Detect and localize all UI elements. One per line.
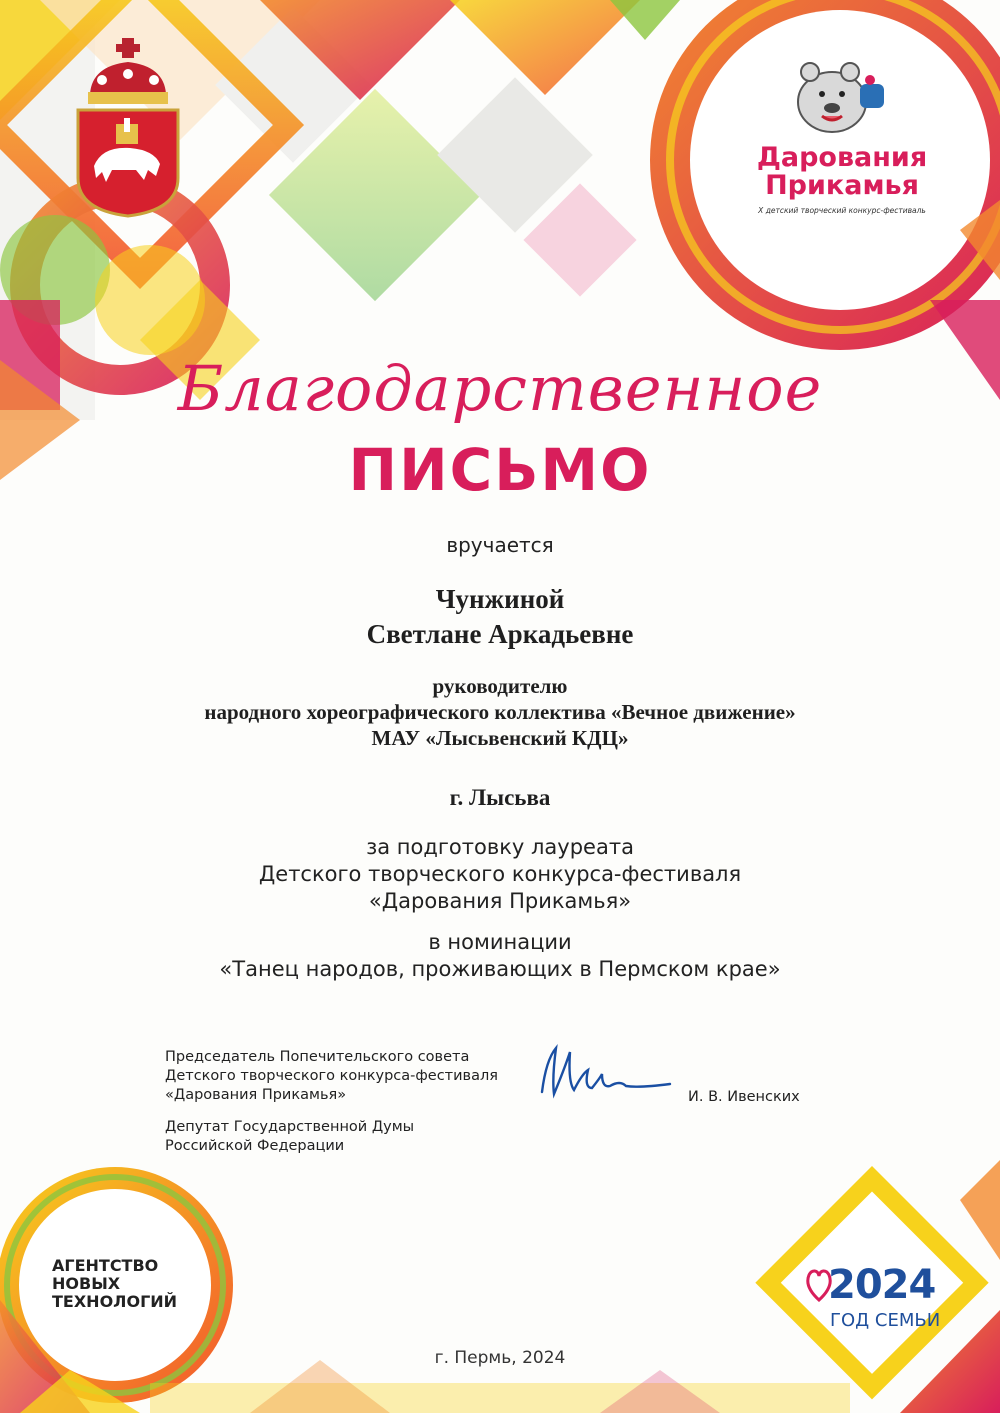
position-line-1: руководителю xyxy=(432,674,568,698)
signatory-name: И. В. Ивенских xyxy=(688,1089,800,1105)
festival-logo-title-1: Дарования xyxy=(756,142,928,173)
signatory-line-2: Детского творческого конкурса-фестиваля xyxy=(165,1068,498,1084)
agency-logo-line-3: ТЕХНОЛОГИЙ xyxy=(52,1292,178,1311)
festival-logo-subtitle: X детский творческий конкурс-фестиваль xyxy=(758,206,926,215)
festival-logo xyxy=(752,50,932,230)
bear-mascot-icon xyxy=(752,50,932,140)
festival-logo-title-2: Прикамья xyxy=(765,170,919,201)
reason-line-1: за подготовку лауреата xyxy=(366,835,634,859)
position-line-3: МАУ «Лысьвенский КДЦ» xyxy=(371,726,629,750)
signatory-line-5: Российской Федерации xyxy=(165,1138,345,1154)
position-line-2: народного хореографического коллектива «Вечное движение» xyxy=(204,700,796,724)
family-year-number: 2024 xyxy=(828,1262,936,1308)
perm-krai-coat-of-arms-icon xyxy=(72,38,184,218)
signatory-line-3: «Дарования Прикамья» xyxy=(165,1087,347,1103)
reason-line-2: Детского творческого конкурса-фестиваля xyxy=(258,862,742,886)
nomination-label: в номинации xyxy=(428,930,572,954)
page-title: ПИСЬМО xyxy=(348,436,652,504)
agency-logo-line-1: АГЕНТСТВО xyxy=(52,1256,159,1275)
recipient-given-names: Светлане Аркадьевне xyxy=(366,619,634,649)
signatory-line-4: Депутат Государственной Думы xyxy=(165,1119,415,1135)
city: г. Лысьва xyxy=(449,785,551,810)
agency-logo-line-2: НОВЫХ xyxy=(52,1274,121,1293)
handwritten-signature xyxy=(530,1030,680,1110)
reason-line-3: «Дарования Прикамья» xyxy=(368,889,632,913)
recipient-surname: Чунжиной xyxy=(435,584,565,614)
agency-logo xyxy=(52,1257,177,1311)
signatory-line-1: Председатель Попечительского совета xyxy=(165,1049,470,1065)
nomination-name: «Танец народов, проживающих в Пермском крае» xyxy=(219,957,781,981)
title-script: Благодарственное xyxy=(177,352,823,425)
awarded-text: вручается xyxy=(446,533,554,557)
family-year-label: ГОД СЕМЬИ xyxy=(830,1310,941,1331)
footer-place-date: г. Пермь, 2024 xyxy=(434,1348,566,1368)
